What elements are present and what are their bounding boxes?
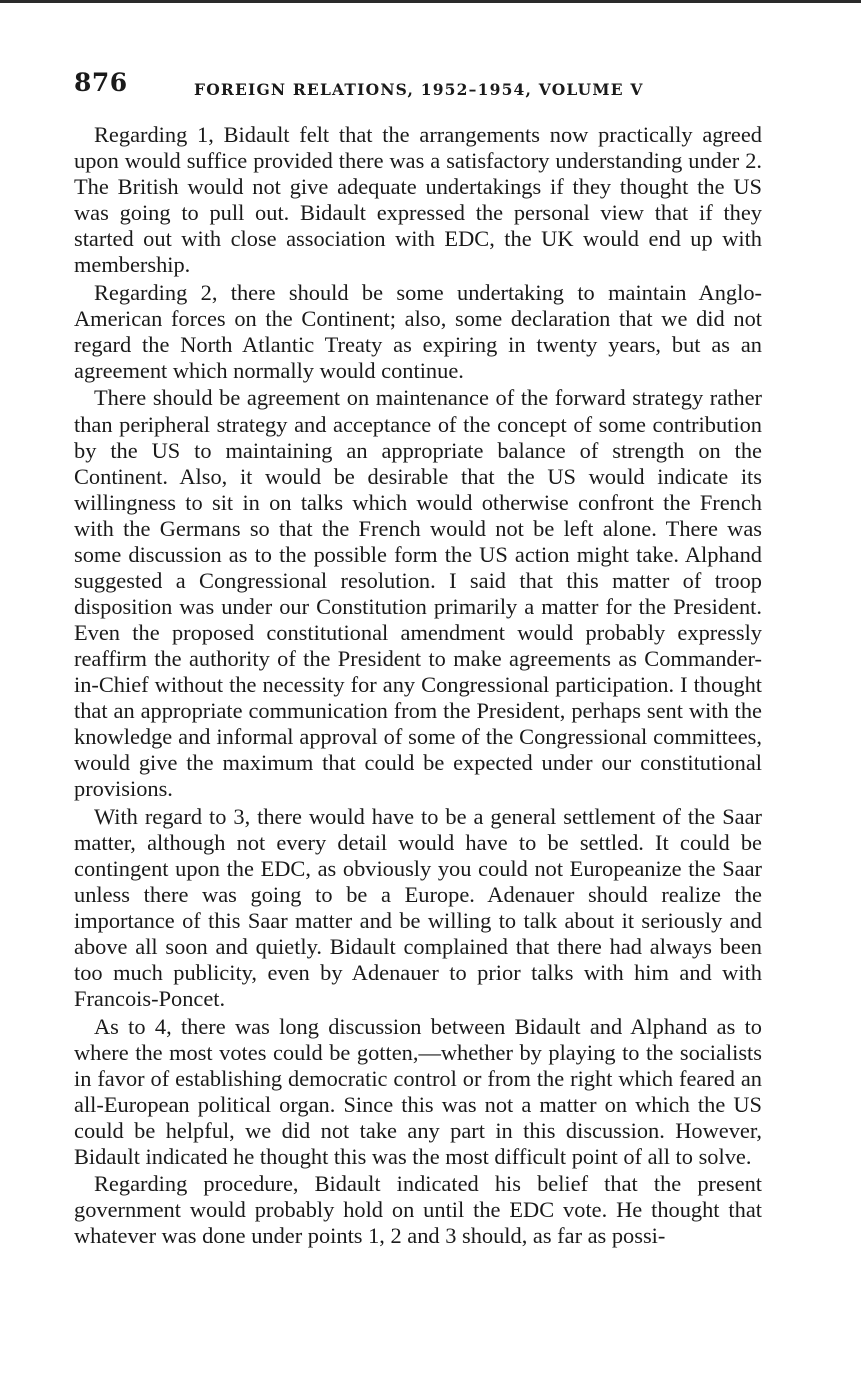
- paragraph-5: As to 4, there was long discussion between Bidault and Alphand as to where the most votes could be gotten,—whether by playing to the socialists in favor of establishing democratic control or from the right which feared an all-European political organ. Since this was not a matter on which the US could be helpful, we did not take any part in this discussion. However, Bidault indicated he thought this was the most difficult point of all to solve.: [74, 1013, 762, 1169]
- running-head: FOREIGN RELATIONS, 1952–1954, VOLUME V: [194, 80, 644, 99]
- paragraph-6: Regarding procedure, Bidault indicated his belief that the present government would probably hold on until the EDC vote. He thought that whatever was done under points 1, 2 and 3 should, as far as possi-: [74, 1171, 762, 1249]
- page-number: 876: [74, 68, 128, 97]
- document-body: [74, 122, 762, 1251]
- top-rule: [0, 0, 861, 3]
- paragraph-4: With regard to 3, there would have to be a general settlement of the Saar matter, although not every detail would have to be settled. It could be contingent upon the EDC, as obviously you could not Europeanize the Saar unless there was going to be a Europe. Adenauer should realize the importance of this Saar matter and be willing to talk about it seriously and above all soon and quietly. Bidault complained that there had always been too much publicity, even by Adenauer to prior talks with him and with Francois-Poncet.: [74, 803, 762, 1012]
- paragraph-1: Regarding 1, Bidault felt that the arrangements now practically agreed upon would suffice provided there was a satisfactory understanding under 2. The British would not give adequate undertakings if they thought the US was going to pull out. Bidault expressed the personal view that if they started out with close association with EDC, the UK would end up with membership.: [74, 122, 762, 278]
- paragraph-2: Regarding 2, there should be some undertaking to maintain Anglo-American forces on the Continent; also, some declaration that we did not regard the North Atlantic Treaty as expiring in twenty years, but as an agreement which normally would continue.: [74, 279, 762, 383]
- page-header: [74, 68, 764, 104]
- paragraph-3: There should be agreement on maintenance of the forward strategy rather than peripheral strategy and acceptance of the concept of some contribution by the US to maintaining an appropriate balance of strength on the Continent. Also, it would be desirable that the US would indicate its willingness to sit in on talks which would otherwise confront the French with the Germans so that the French would not be left alone. There was some discussion as to the possible form the US action might take. Alphand suggested a Congressional resolution. I said that this matter of troop disposition was under our Constitution primarily a matter for the President. Even the proposed constitutional amendment would probably expressly reaffirm the authority of the President to make agreements as Commander-in-Chief without the necessity for any Congressional participation. I thought that an appropriate communication from the President, perhaps sent with the knowledge and informal approval of some of the Congressional committees, would give the maximum that could be expected under our constitutional provisions.: [74, 385, 762, 802]
